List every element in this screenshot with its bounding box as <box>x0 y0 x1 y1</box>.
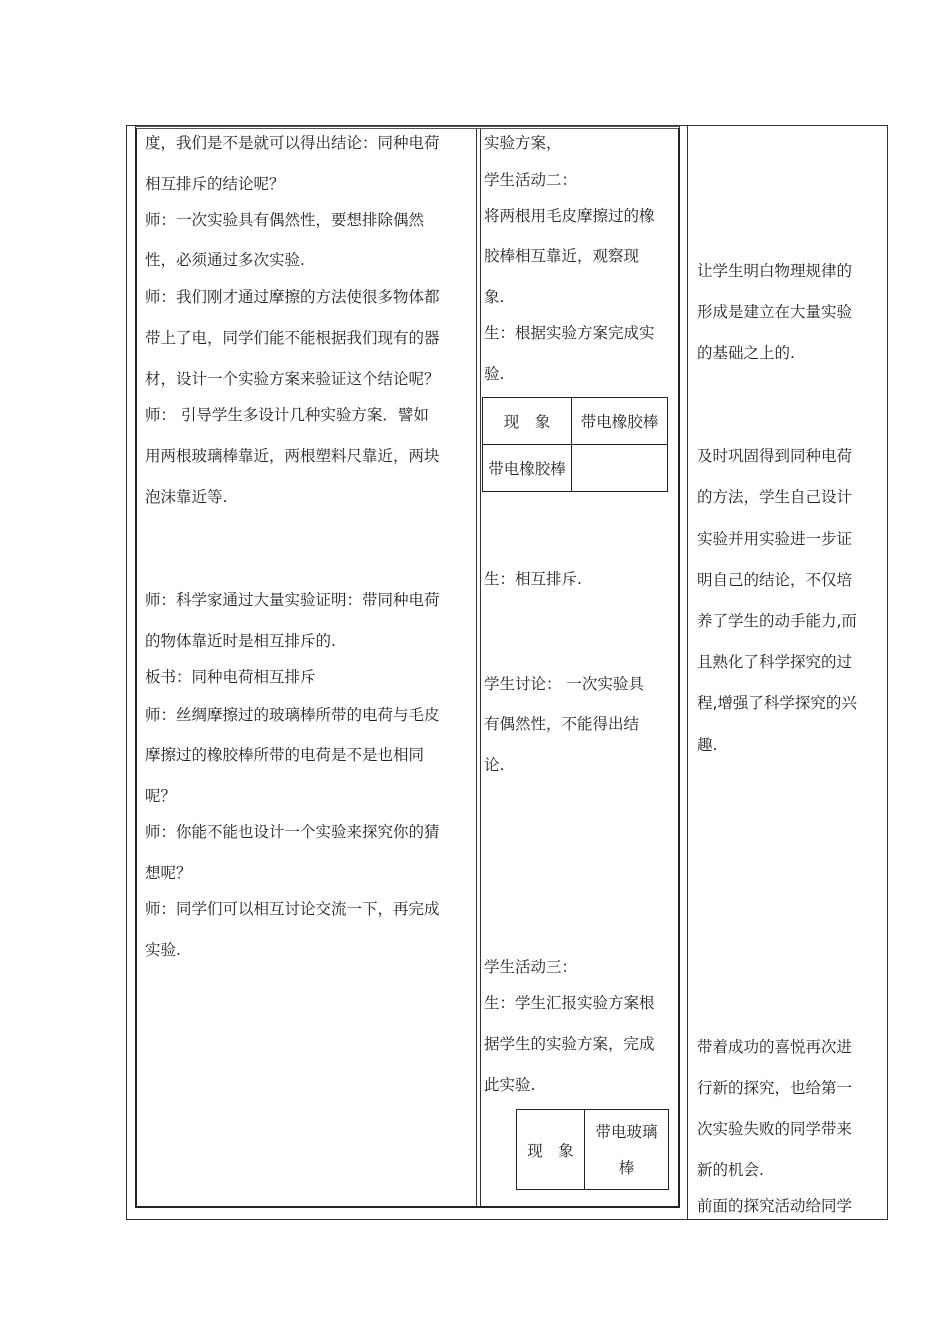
text-line: 生：根据实验方案完成实 <box>484 324 655 342</box>
text-line: 且熟化了科学探究的过 <box>697 653 853 671</box>
text-line: 象. <box>484 288 505 306</box>
text-line: 的物体靠近时是相互排斥的. <box>145 632 336 650</box>
text-line: 实验方案， <box>484 134 562 152</box>
text-line: 及时巩固得到同种电荷 <box>697 447 853 465</box>
text-line: 师：我们刚才通过摩擦的方法使很多物体都 <box>145 288 440 306</box>
text-line: 带上了电，同学们能不能根据我们现有的器 <box>145 329 440 347</box>
text-line: 师： 引导学生多设计几种实验方案．譬如 <box>145 406 429 424</box>
column-divider <box>687 126 688 1219</box>
text-line: 养了学生的动手能力,而 <box>697 612 857 630</box>
column-divider <box>476 129 477 1206</box>
text-line: 次实验失败的同学带来 <box>697 1120 853 1138</box>
text-line: 师：科学家通过大量实验证明：带同种电荷 <box>145 591 440 609</box>
table-cell <box>585 1110 669 1190</box>
text-line: 形成是建立在大量实验 <box>697 303 853 321</box>
text-line: 师：同学们可以相互讨论交流一下，再完成 <box>145 900 440 918</box>
text-line: 行新的探究，也给第一 <box>697 1079 853 1097</box>
text-line: 实验并用实验进一步证 <box>697 530 853 548</box>
text-line: 生：学生汇报实验方案根 <box>484 994 655 1012</box>
text-line: 师：你能不能也设计一个实验来探究你的猜 <box>145 823 440 841</box>
text-line: 程,增强了科学探究的兴 <box>697 694 857 712</box>
text-line: 性，必须通过多次实验. <box>145 251 305 269</box>
table-cell: 现 象 <box>483 398 572 445</box>
text-line: 据学生的实验方案，完成 <box>484 1035 655 1053</box>
observation-table-rubber-rod <box>482 397 668 492</box>
text-line: 此实验. <box>484 1076 536 1094</box>
text-line: 板书：同种电荷相互排斥 <box>145 668 316 686</box>
text-line: 摩擦过的橡胶棒所带的电荷是不是也相同 <box>145 746 425 764</box>
text-line: 趣. <box>697 736 718 754</box>
text-line: 师：一次实验具有偶然性，要想排除偶然 <box>145 211 425 229</box>
text-line: 材，设计一个实验方案来验证这个结论呢？ <box>145 370 440 388</box>
text-line: 的方法，学生自己设计 <box>697 488 853 506</box>
text-line: 师：丝绸摩擦过的玻璃棒所带的电荷与毛皮 <box>145 706 440 724</box>
text-line: 学生活动三： <box>484 958 578 976</box>
text-line: 让学生明白物理规律的 <box>697 262 853 280</box>
table-cell: 现 象 <box>517 1110 585 1190</box>
text-line: 验. <box>484 365 505 383</box>
text-line: 带着成功的喜悦再次进 <box>697 1038 853 1056</box>
text-line: 生：相互排斥. <box>484 570 582 588</box>
observation-table-glass-rod <box>516 1109 669 1190</box>
column-divider <box>480 129 481 1206</box>
table-cell: 带电橡胶棒 <box>483 445 572 492</box>
text-line: 泡沫靠近等. <box>145 488 228 506</box>
table-cell <box>572 445 668 492</box>
table-cell: 带电橡胶棒 <box>572 398 668 445</box>
text-line: 有偶然性，不能得出结 <box>484 715 640 733</box>
text-line: 前面的探究活动给同学 <box>697 1197 853 1215</box>
text-line: 用两根玻璃棒靠近，两根塑料尺靠近，两块 <box>145 447 440 465</box>
text-line: 相互排斥的结论呢？ <box>145 175 285 193</box>
text-line: 论. <box>484 756 505 774</box>
text-line: 学生活动二： <box>484 171 578 189</box>
text-line: 学生讨论： 一次实验具 <box>484 675 644 693</box>
text-line: 呢？ <box>145 787 177 805</box>
text-line: 新的机会. <box>697 1161 764 1179</box>
text-line: 度，我们是不是就可以得出结论：同种电荷 <box>145 134 440 152</box>
text-line: 实验. <box>145 941 181 959</box>
text-line: 明自己的结论，不仅培 <box>697 571 853 589</box>
text-line: 胶棒相互靠近，观察现 <box>484 247 640 265</box>
text-line: 将两根用毛皮摩擦过的橡 <box>484 207 655 225</box>
text-line: 的基础之上的. <box>697 344 795 362</box>
text-line: 想呢？ <box>145 864 192 882</box>
cell-line: 带电玻璃 <box>595 1122 658 1141</box>
cell-line: 棒 <box>618 1158 635 1177</box>
